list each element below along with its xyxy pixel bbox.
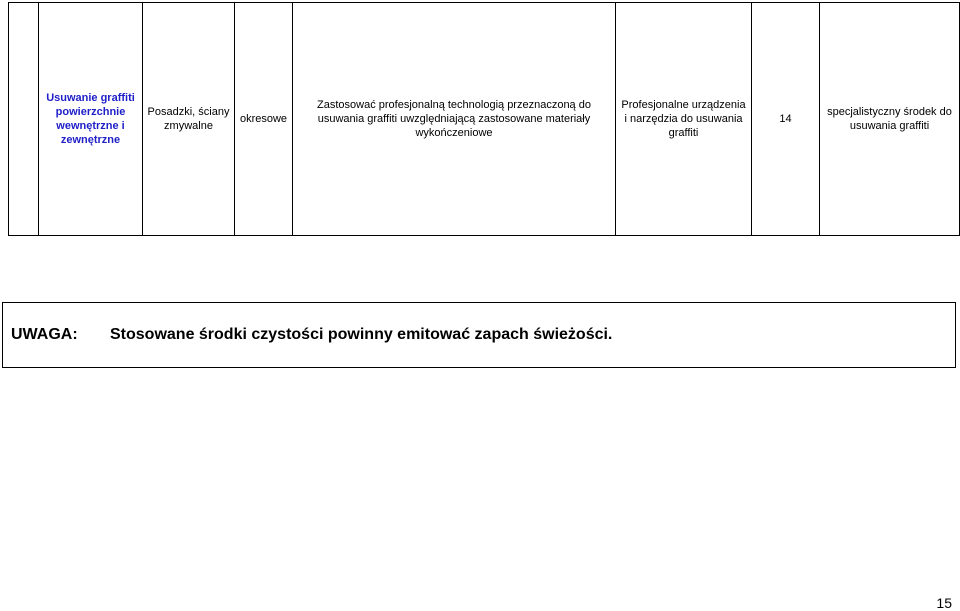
note-box (2, 302, 956, 368)
description-cell: Zastosować profesjonalną technologią przeznaczoną do usuwania graffiti uwzględniającą zastosowane materiały wykończeniowe (293, 3, 616, 236)
frequency-cell: okresowe (235, 3, 293, 236)
task-title-cell: Usuwanie graffiti powierzchnie wewnętrzne i zewnętrzne (39, 3, 143, 236)
lp-cell (9, 3, 39, 236)
note-text: Stosowane środki czystości powinny emitować zapach świeżości. (110, 326, 613, 343)
note-label: UWAGA: (11, 326, 78, 343)
number-cell: 14 (752, 3, 820, 236)
agent-cell: specjalistyczny środek do usuwania graffiti (820, 3, 960, 236)
cleaning-table (8, 2, 960, 236)
surfaces-cell: Posadzki, ściany zmywalne (143, 3, 235, 236)
equipment-cell: Profesjonalne urządzenia i narzędzia do usuwania graffiti (616, 3, 752, 236)
table-row (9, 3, 960, 236)
page-number: 15 (936, 595, 952, 611)
